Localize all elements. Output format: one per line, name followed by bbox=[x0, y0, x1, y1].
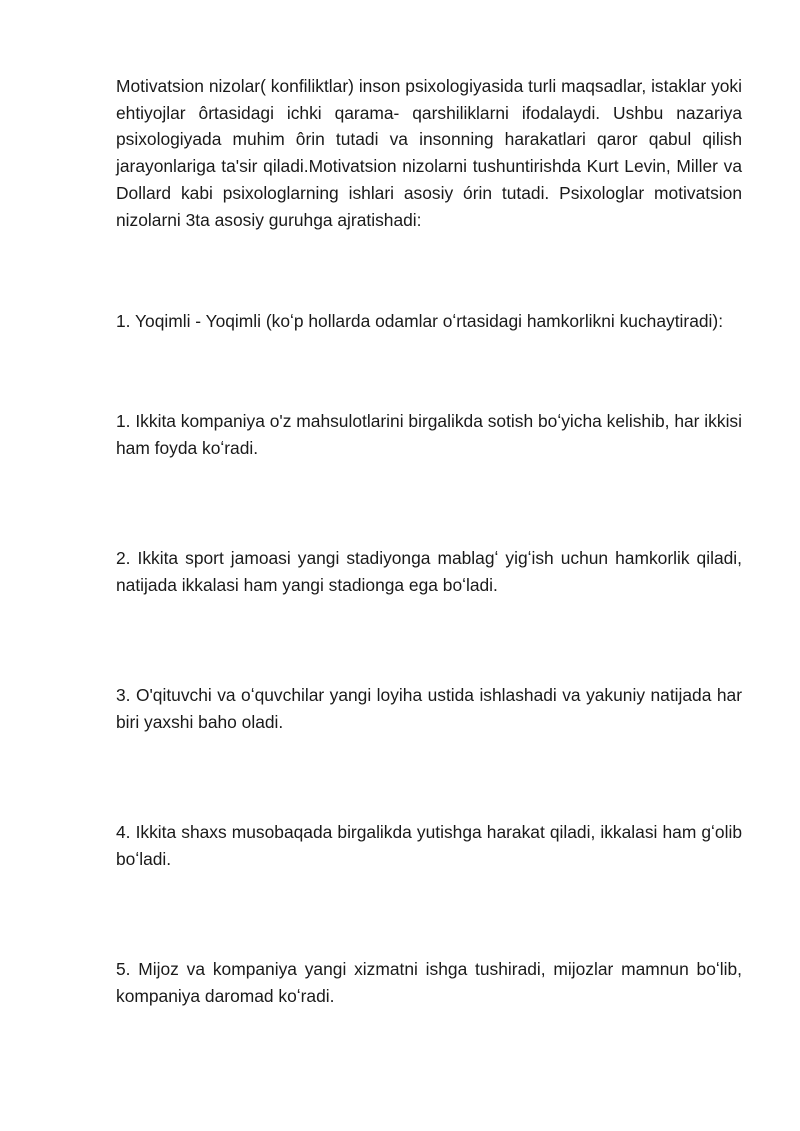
intro-paragraph: Motivatsion nizolar( konfiliktlar) inson psixologiyasida turli maqsadlar, istaklar yoki ehtiyojlar ôrtasidagi ichki qarama- qarshiliklarni ifodalaydi. Ushbu nazariya psixologiyada muhim ôrin tutadi va insonning harakatlari qaror qabul qilish jarayonlariga ta'sir qiladi.Motivatsion nizolarni tushuntirishda Kurt Levin, Miller va Dollard kabi psixologlarning ishlari asosiy órin tutadi. Psixologlar motivatsion nizolarni 3ta asosiy guruhga ajratishadi: bbox=[116, 76, 742, 230]
example-item-4: 4. Ikkita shaxs musobaqada birgalikda yutishga harakat qiladi, ikkalasi ham gʻolib boʻladi. bbox=[116, 822, 742, 869]
example-item-5: 5. Mijoz va kompaniya yangi xizmatni ishga tushiradi, mijozlar mamnun boʻlib, kompaniya daromad koʻradi. bbox=[116, 959, 742, 1006]
section-heading: 1. Yoqimli - Yoqimli (koʻp hollarda odamlar oʻrtasidagi hamkorlikni kuchaytiradi): bbox=[116, 311, 724, 331]
example-item-1: 1. Ikkita kompaniya o'z mahsulotlarini birgalikda sotish boʻyicha kelishib, har ikkisi ham foyda koʻradi. bbox=[116, 411, 742, 458]
example-item-2: 2. Ikkita sport jamoasi yangi stadiyonga mablagʻ yigʻish uchun hamkorlik qiladi, natijada ikkalasi ham yangi stadionga ega boʻladi. bbox=[116, 548, 742, 595]
example-item-3: 3. O'qituvchi va oʻquvchilar yangi loyiha ustida ishlashadi va yakuniy natijada har biri yaxshi baho oladi. bbox=[116, 685, 742, 732]
